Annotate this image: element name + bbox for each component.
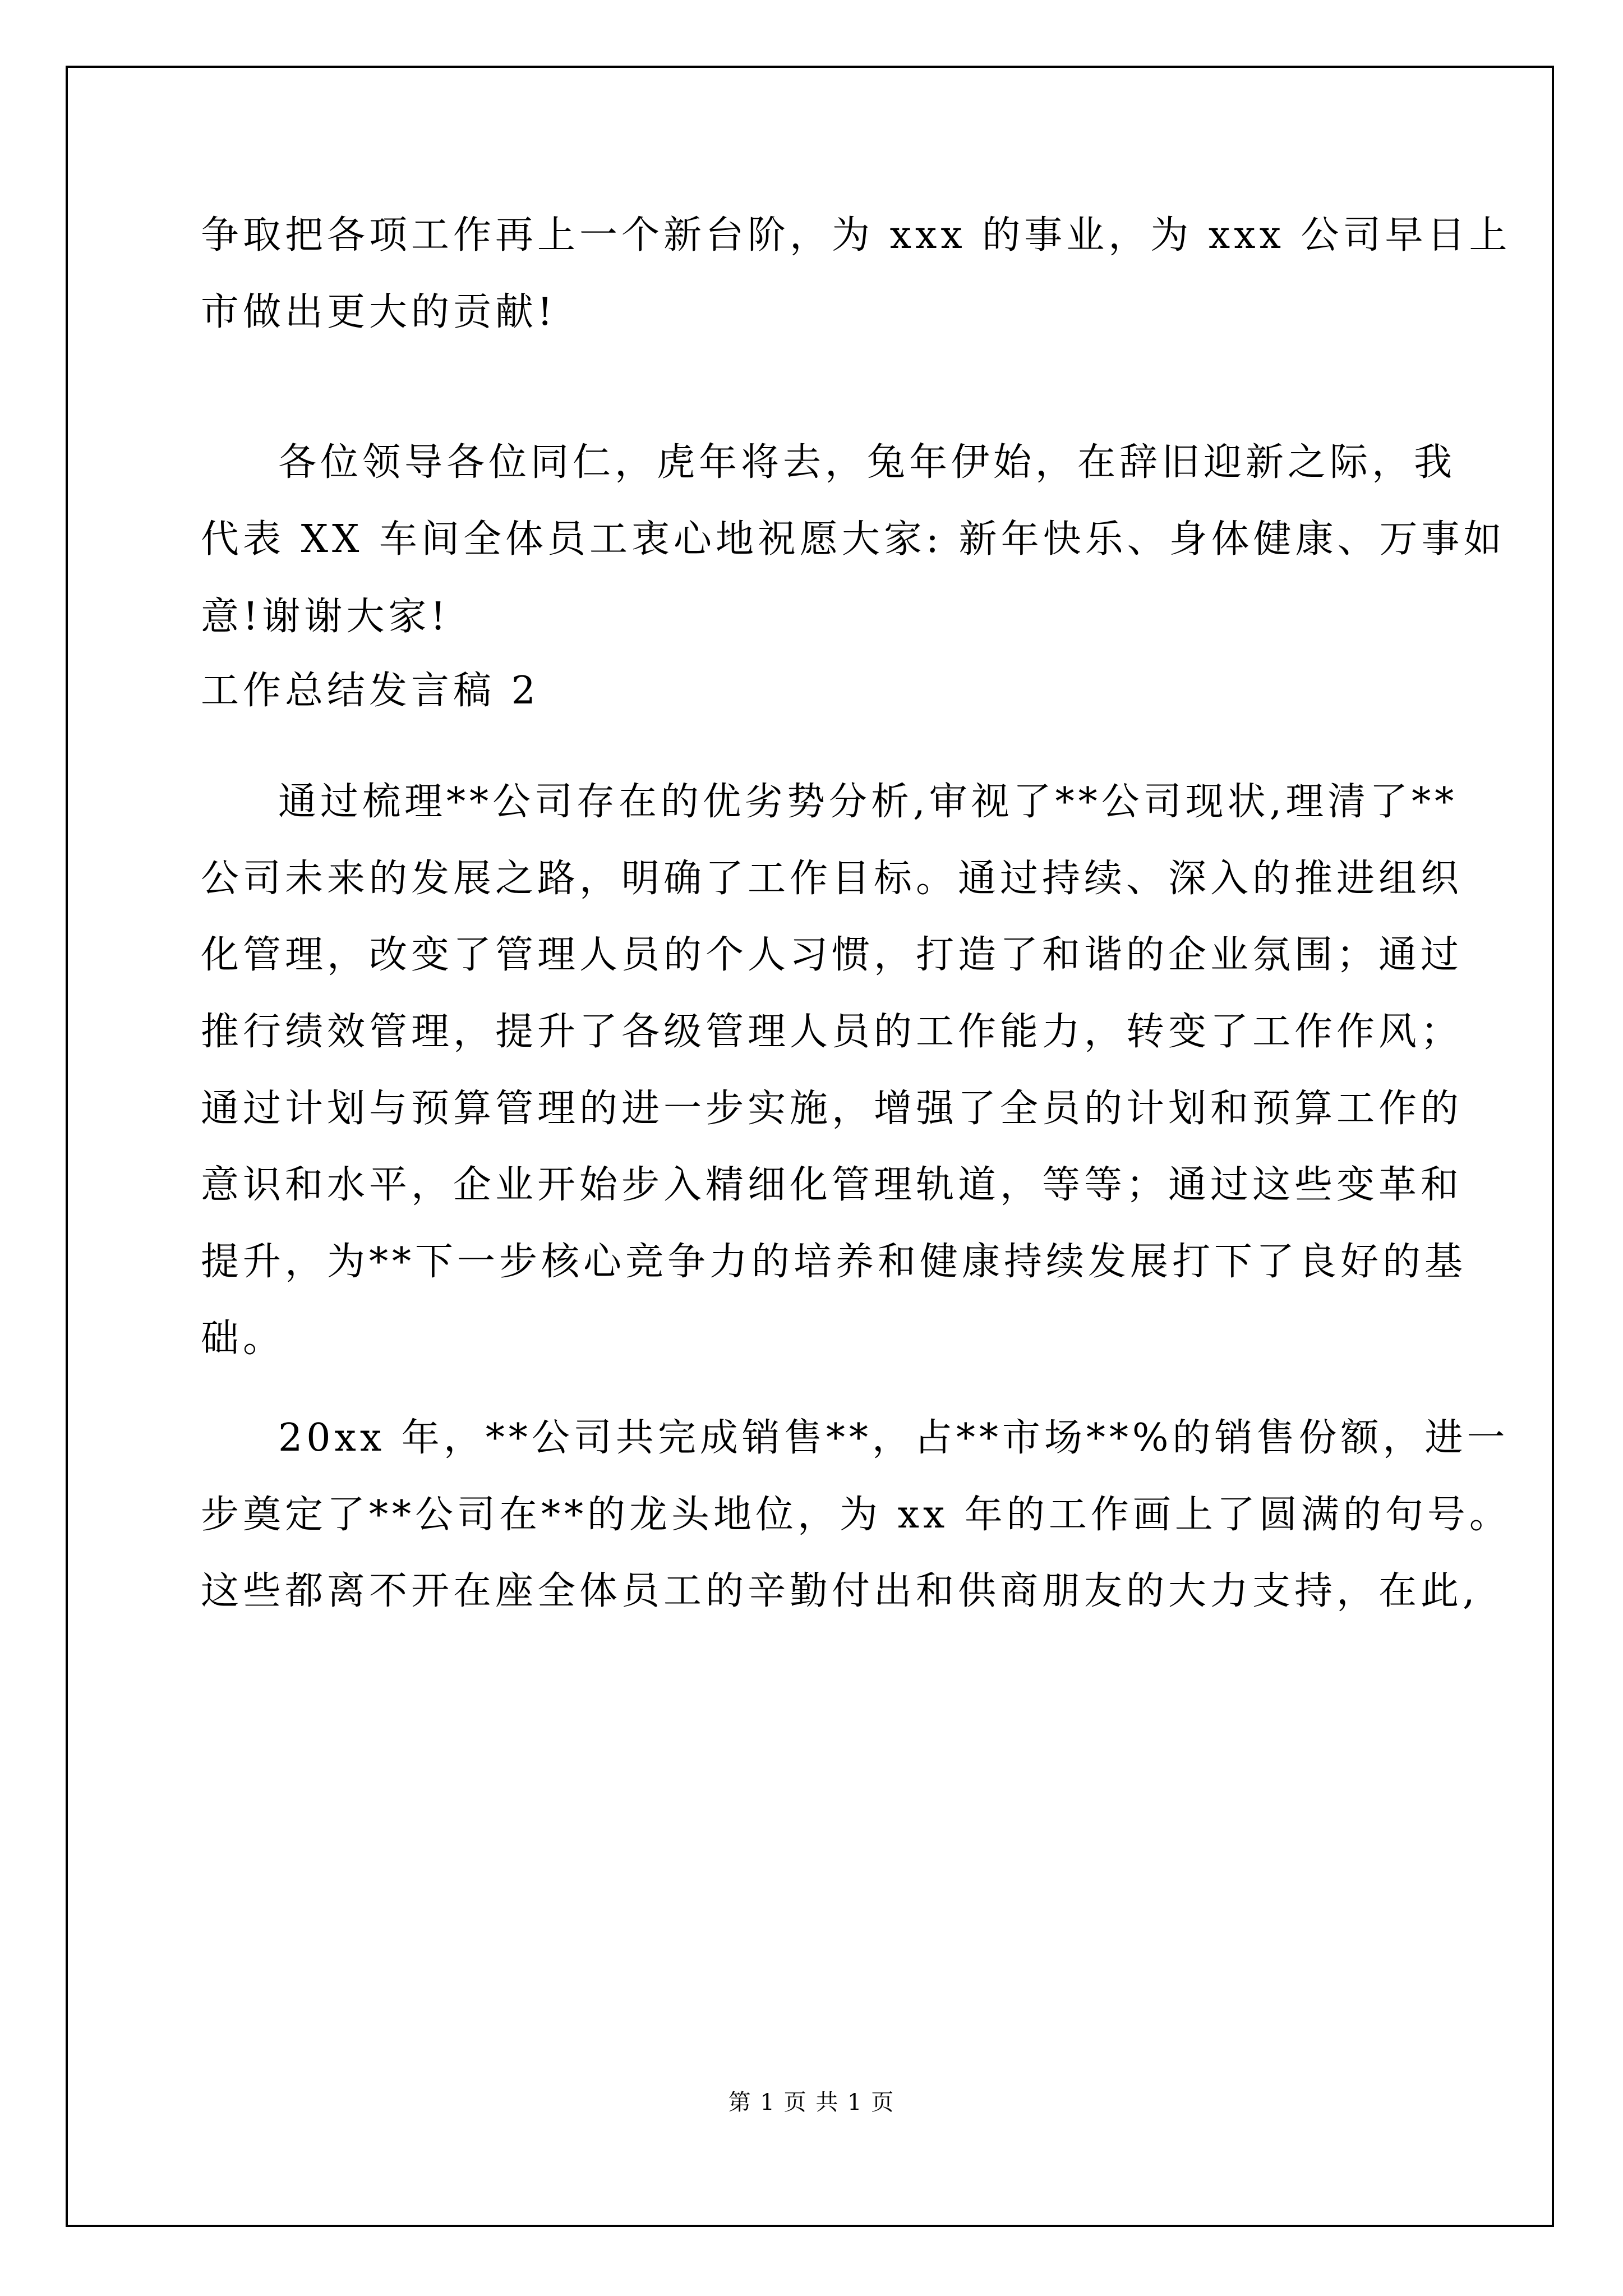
- page-border: [66, 66, 1554, 2227]
- paragraph-line: 提升，为**下一步核心竞争力的培养和健康持续发展打下了良好的基: [201, 1240, 1467, 1284]
- paragraph-line: 这些都离不开在座全体员工的辛勤付出和供商朋友的大力支持，在此,: [201, 1569, 1479, 1613]
- paragraph-line: 通过梳理**公司存在的优劣势分析,审视了**公司现状,理清了**: [278, 780, 1458, 824]
- paragraph-line: 意!谢谢大家!: [201, 595, 450, 639]
- section-heading: 工作总结发言稿 2: [201, 669, 540, 713]
- paragraph-line: 推行绩效管理，提升了各级管理人员的工作能力，转变了工作作风；: [201, 1010, 1463, 1054]
- paragraph-line: 意识和水平，企业开始步入精细化管理轨道，等等；通过这些变革和: [201, 1163, 1463, 1207]
- paragraph-line: 各位领导各位同仁，虎年将去，兔年伊始，在辞旧迎新之际，我: [278, 440, 1456, 485]
- paragraph-line: 步奠定了**公司在**的龙头地位，为 xx 年的工作画上了圆满的句号。: [201, 1493, 1511, 1537]
- page-footer: 第 1 页 共 1 页: [728, 2090, 895, 2115]
- paragraph-line: 争取把各项工作再上一个新台阶，为 xxx 的事业，为 xxx 公司早日上: [201, 213, 1511, 257]
- paragraph-line: 础。: [201, 1317, 285, 1361]
- paragraph-line: 化管理，改变了管理人员的个人习惯，打造了和谐的企业氛围；通过: [201, 933, 1463, 977]
- paragraph-line: 20xx 年，**公司共完成销售**，占**市场**%的销售份额，进一: [278, 1416, 1509, 1460]
- paragraph-line: 市做出更大的贡献!: [201, 290, 557, 334]
- paragraph-line: 通过计划与预算管理的进一步实施，增强了全员的计划和预算工作的: [201, 1087, 1463, 1131]
- paragraph-line: 公司未来的发展之路，明确了工作目标。通过持续、深入的推进组织: [201, 857, 1463, 901]
- paragraph-line: 代表 XX 车间全体员工衷心地祝愿大家: 新年快乐、身体健康、万事如: [201, 517, 1506, 562]
